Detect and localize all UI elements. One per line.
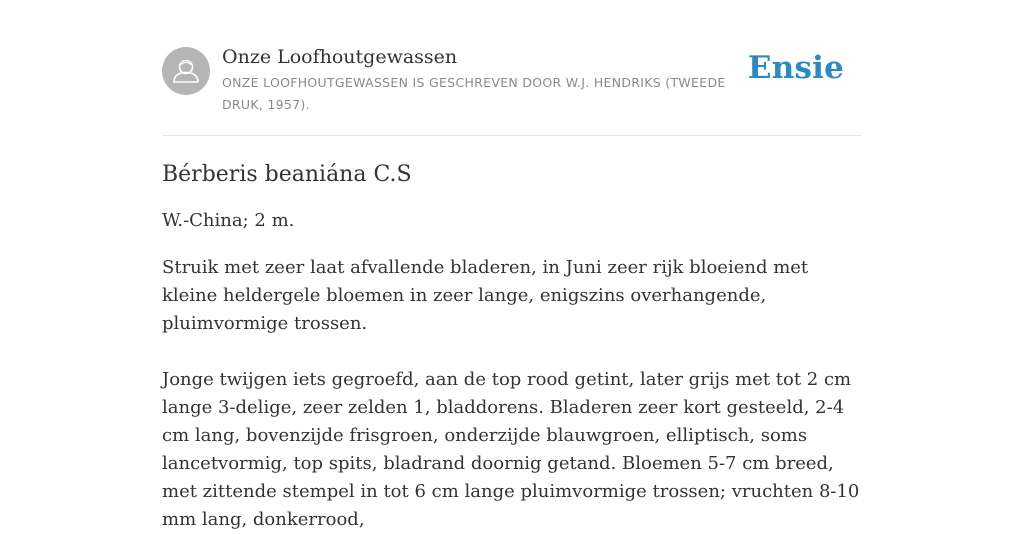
site-description: ONZE LOOFHOUTGEWASSEN IS GESCHREVEN DOOR W.J. HENDRIKS (TWEEDE DRUK, 1957).	[222, 75, 726, 112]
origin-line: W.-China; 2 m.	[162, 210, 295, 231]
ensie-logo[interactable]: Ensie	[747, 50, 844, 86]
site-header	[162, 44, 862, 136]
user-icon	[162, 47, 210, 95]
site-title[interactable]: Onze Loofhoutgewassen	[222, 46, 458, 68]
entry-content	[162, 156, 862, 534]
avatar[interactable]	[162, 47, 210, 95]
paragraph-description: Struik met zeer laat afvallende bladeren, in Juni zeer rijk bloeiend met kleine heldergele bloemen in zeer lange, enigszins overhangende, pluimvormige trossen.	[162, 257, 809, 334]
page-title: Bérberis beaniána C.S	[162, 162, 412, 187]
paragraph-details: Jonge twijgen iets gegroefd, aan de top rood getint, later grijs met tot 2 cm lange 3-delige, zeer zelden 1, bladdorens. Bladeren zeer kort gesteeld, 2-4 cm lang, bovenzijde frisgroen, onderzijde blauwgroen, elliptisch, soms lancetvormig, top spits, bladrand doornig getand. Bloemen 5-7 cm breed, met zittende stempel in tot 6 cm lange pluimvormige trossen; vruchten 8-10 mm lang, donkerrood,	[162, 369, 860, 530]
